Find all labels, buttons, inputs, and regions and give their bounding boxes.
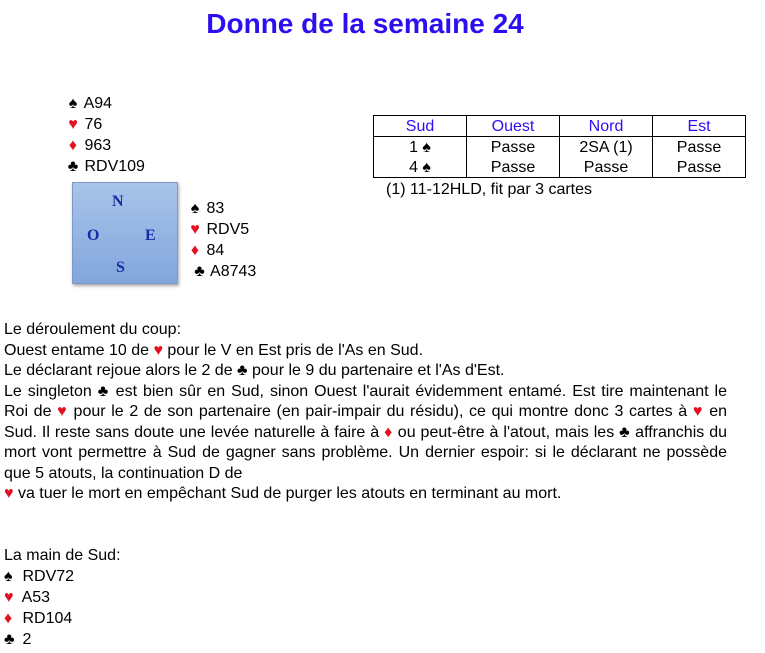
club-icon: ♣: [194, 263, 205, 280]
east-spades: ♠ 83: [188, 198, 256, 219]
text-intro: Le déroulement du coup:: [4, 321, 182, 338]
club-icon: ♣: [97, 382, 110, 400]
bid-cell: Passe: [653, 137, 746, 158]
heart-icon: ♥: [4, 485, 14, 502]
north-clubs: ♣ RDV109: [67, 158, 145, 175]
south-diamonds: ♦ RD104: [4, 610, 73, 627]
spade-icon: ♠: [4, 568, 13, 585]
diamond-icon: ♦: [384, 423, 393, 441]
east-diamonds: ♦ 84: [188, 240, 256, 261]
compass-south: S: [116, 259, 125, 276]
south-hearts: ♥ A53: [4, 589, 51, 606]
spade-icon: ♠: [68, 95, 78, 112]
text-line-1: Ouest entame 10 de ♥ pour le V en Est pris de l'As en Sud.: [4, 341, 424, 359]
bid-cell: Passe: [467, 157, 560, 178]
diamond-icon: ♦: [190, 242, 200, 259]
bidding-header-east: Est: [653, 116, 746, 137]
heart-icon: ♥: [153, 341, 163, 359]
diamond-icon: ♦: [4, 610, 13, 627]
heart-icon: ♥: [57, 403, 68, 420]
bidding-header-west: Ouest: [467, 116, 560, 137]
bidding-note: (1) 11-12HLD, fit par 3 cartes: [386, 181, 593, 198]
bid-cell: Passe: [560, 157, 653, 178]
south-hand: [4, 545, 121, 650]
play-description: [4, 320, 727, 505]
diamond-icon: ♦: [68, 137, 78, 154]
club-icon: ♣: [619, 423, 631, 441]
compass-west: O: [87, 227, 100, 244]
spade-icon: ♠: [190, 200, 200, 217]
north-hand: [66, 93, 145, 177]
bid-cell: Passe: [467, 137, 560, 158]
spade-icon: ♠: [422, 158, 431, 176]
club-icon: ♣: [67, 158, 79, 175]
text-line-2: Le déclarant rejoue alors le 2 de ♣ pour le 9 du partenaire et l'As d'Est.: [4, 362, 505, 379]
north-hearts: ♥ 76: [66, 114, 145, 135]
spade-icon: ♠: [422, 138, 431, 156]
south-label: La main de Sud:: [4, 547, 121, 564]
east-hearts: ♥ RDV5: [188, 219, 256, 240]
bidding-header-south: Sud: [374, 116, 467, 137]
east-clubs: ♣ A8743: [194, 263, 257, 280]
heart-icon: ♥: [68, 116, 78, 133]
east-hand: [188, 198, 256, 282]
heart-icon: ♥: [692, 403, 704, 420]
bidding-table: [373, 115, 746, 178]
north-diamonds: ♦ 963: [66, 135, 145, 156]
bid-cell: Passe: [653, 157, 746, 178]
bidding-header-north: Nord: [560, 116, 653, 137]
heart-icon: ♥: [190, 221, 200, 238]
heart-icon: ♥: [4, 589, 14, 606]
south-spades: ♠ RDV72: [4, 568, 75, 585]
bid-cell: 4 ♠: [374, 157, 467, 178]
page-title: Donne de la semaine 24: [206, 8, 524, 39]
club-icon: ♣: [237, 362, 248, 379]
compass-north: N: [112, 193, 124, 210]
bidding-row: [374, 157, 746, 178]
text-paragraph-3: Le singleton ♣ est bien sûr en Sud, sinon Ouest l'aurait évidemment entamé. Est tire maintenant le Roi de ♥ pour le 2 de son partenaire (en pair-impair du résidu), ce qui montre donc 3 cartes à ♥ en Sud. Il reste sans doute une levée naturelle à faire à ♦ ou peut-être à l'atout, mais les ♣ affranchis du mort vont permettre à Sud de gagner sans problème. Un dernier espoir: si le déclarant ne possède que 5 atouts, la continuation D de ♥ va tuer le mort en empêchant Sud de purger les atouts en terminant au mort.: [4, 382, 728, 502]
compass-east: E: [145, 227, 156, 244]
bid-cell: 1 ♠: [374, 137, 467, 158]
south-clubs: ♣ 2: [4, 631, 32, 648]
bidding-row: [374, 137, 746, 158]
north-spades: ♠ A94: [66, 93, 145, 114]
compass-box: [72, 182, 178, 284]
club-icon: ♣: [4, 631, 15, 648]
bid-cell: 2SA (1): [560, 137, 653, 158]
bidding-header-row: [374, 116, 746, 137]
